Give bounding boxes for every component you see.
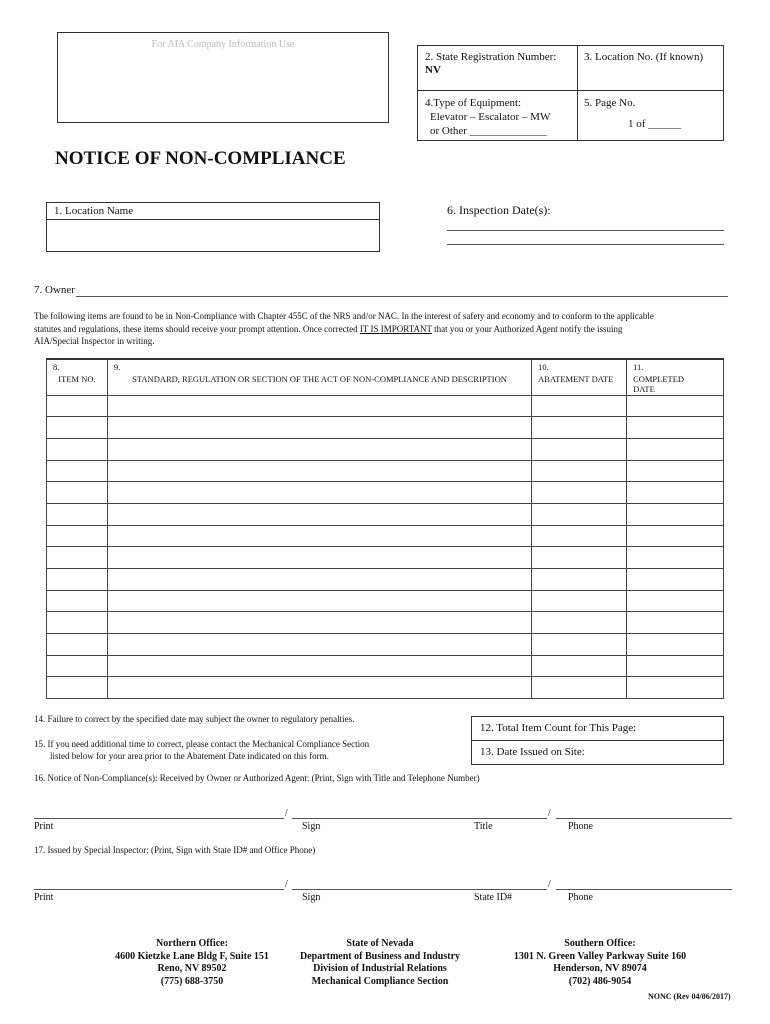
equipment-label: 4.Type of Equipment: (425, 97, 522, 109)
item-no-cell[interactable] (47, 612, 108, 634)
sig16-sign-label: Sign (302, 821, 321, 832)
location-name-box (46, 202, 380, 252)
completed-date-cell[interactable] (627, 525, 724, 547)
table-header-row (47, 359, 724, 395)
important-emphasis: IT IS IMPORTANT (359, 323, 432, 334)
sig16-print-field[interactable] (34, 818, 284, 819)
state-reg-label: 2. State Registration Number: (425, 51, 557, 63)
item-no-cell[interactable] (47, 634, 108, 656)
non-compliance-table (46, 358, 724, 699)
completed-date-cell[interactable] (627, 417, 724, 439)
state-of-nevada-block: State of Nevada Department of Business and Industry Division of Industrial Relations Mechanical Compliance Section (299, 938, 461, 987)
item-no-cell[interactable] (47, 417, 108, 439)
location-no-label[interactable]: 3. Location No. (If known) (584, 51, 704, 63)
completed-date-cell[interactable] (627, 547, 724, 569)
completed-date-cell[interactable] (627, 395, 724, 417)
item-no-cell[interactable] (47, 655, 108, 677)
abatement-date-cell[interactable] (532, 590, 627, 612)
item-no-cell[interactable] (47, 460, 108, 482)
table-row (47, 503, 724, 525)
equipment-line2[interactable]: or Other ______________ (430, 125, 547, 137)
abatement-date-cell[interactable] (532, 395, 627, 417)
company-info-box[interactable] (57, 32, 389, 123)
abatement-date-cell[interactable] (532, 503, 627, 525)
item-no-cell[interactable] (47, 503, 108, 525)
count-box (471, 716, 724, 765)
sig17-sign-stateid-field[interactable] (292, 889, 547, 890)
table-row (47, 612, 724, 634)
completed-date-cell[interactable] (627, 503, 724, 525)
item-no-cell[interactable] (47, 569, 108, 591)
description-cell[interactable] (107, 569, 531, 591)
northern-office-block: Northern Office: 4600 Kietzke Lane Bldg F, Suite 151 Reno, NV 89502 (775) 688-3750 (115, 938, 269, 987)
completed-date-cell[interactable] (627, 634, 724, 656)
intro-line-3: AIA/Special Inspector in writing. (34, 336, 155, 346)
sig17-sign-label: Sign (302, 892, 321, 903)
description-cell[interactable] (107, 438, 531, 460)
note-16: 16. Notice of Non-Compliance(s): Received by Owner or Authorized Agent: (Print, Sign with Title and Telephone Number) (34, 773, 480, 783)
completed-date-cell[interactable] (627, 677, 724, 699)
location-name-field[interactable] (47, 220, 379, 251)
table-row (47, 590, 724, 612)
description-cell[interactable] (107, 482, 531, 504)
table-row (47, 460, 724, 482)
completed-date-cell[interactable] (627, 438, 724, 460)
description-cell[interactable] (107, 634, 531, 656)
item-no-cell[interactable] (47, 547, 108, 569)
southern-office-block: Southern Office: 1301 N. Green Valley Parkway Suite 160 Henderson, NV 89074 (702) 486-9054 (513, 938, 687, 987)
total-item-count-label[interactable]: 12. Total Item Count for This Page: (480, 722, 637, 734)
item-no-cell[interactable] (47, 525, 108, 547)
abatement-date-cell[interactable] (532, 634, 627, 656)
note-17: 17. Issued by Special Inspector: (Print, Sign with State ID# and Office Phone) (34, 845, 316, 855)
completed-date-cell[interactable] (627, 460, 724, 482)
description-cell[interactable] (107, 655, 531, 677)
col-item-no-header: 8. ITEM NO. (47, 359, 108, 395)
owner-field[interactable] (76, 296, 728, 297)
item-no-cell[interactable] (47, 395, 108, 417)
abatement-date-cell[interactable] (532, 417, 627, 439)
description-cell[interactable] (107, 547, 531, 569)
note-15: 15. If you need additional time to correct, please contact the Mechanical Compliance Section listed below for your area prior to the Abatement Date indicated on this form. (34, 739, 370, 761)
info-grid (417, 45, 724, 141)
abatement-date-cell[interactable] (532, 482, 627, 504)
page-title: NOTICE OF NON-COMPLIANCE (55, 148, 346, 169)
table-row (47, 417, 724, 439)
page-no-label: 5. Page No. (584, 97, 636, 109)
sig16-sign-title-field[interactable] (292, 818, 547, 819)
intro-paragraph (34, 310, 734, 348)
abatement-date-cell[interactable] (532, 460, 627, 482)
completed-date-cell[interactable] (627, 655, 724, 677)
date-issued-label[interactable]: 13. Date Issued on Site: (480, 746, 585, 758)
owner-label: 7. Owner (34, 284, 75, 296)
table-row (47, 634, 724, 656)
table-row (47, 655, 724, 677)
sig16-phone-field[interactable] (556, 818, 732, 819)
sig17-print-label: Print (34, 892, 54, 903)
description-cell[interactable] (107, 677, 531, 699)
description-cell[interactable] (107, 417, 531, 439)
intro-line-2: statutes and regulations, these items should receive your prompt attention. Once corrected IT IS IMPORTANT that you or your Authorized Agent notify the issuing (34, 323, 623, 334)
completed-date-cell[interactable] (627, 590, 724, 612)
sig17-phone-field[interactable] (556, 889, 732, 890)
company-info-caption: For AIA Company Information Use (151, 39, 295, 50)
abatement-date-cell[interactable] (532, 677, 627, 699)
completed-date-cell[interactable] (627, 482, 724, 504)
abatement-date-cell[interactable] (532, 525, 627, 547)
item-no-cell[interactable] (47, 677, 108, 699)
abatement-date-cell[interactable] (532, 438, 627, 460)
abatement-date-cell[interactable] (532, 569, 627, 591)
table-row (47, 677, 724, 699)
completed-date-cell[interactable] (627, 612, 724, 634)
description-cell[interactable] (107, 460, 531, 482)
description-cell[interactable] (107, 612, 531, 634)
page-no-value[interactable]: 1 of ______ (628, 118, 682, 130)
table-row (47, 525, 724, 547)
description-cell[interactable] (107, 525, 531, 547)
completed-date-cell[interactable] (627, 569, 724, 591)
table-row (47, 569, 724, 591)
sig16-title-label: Title (474, 821, 493, 832)
sig17-stateid-label: State ID# (474, 892, 513, 903)
state-reg-value[interactable]: NV (425, 64, 441, 76)
location-name-label: 1. Location Name (54, 205, 134, 217)
description-cell[interactable] (107, 503, 531, 525)
sig16-phone-label: Phone (568, 821, 593, 832)
intro-line-1: The following items are found to be in Non-Compliance with Chapter 455C of the NRS and/or NAC. In the interest of safety and economy and to conform to the applicable (34, 311, 654, 321)
item-no-cell[interactable] (47, 438, 108, 460)
equipment-line1: Elevator – Escalator – MW (430, 111, 551, 123)
table-row (47, 438, 724, 460)
col-description-header: 9. STANDARD, REGULATION OR SECTION OF THE ACT OF NON-COMPLIANCE AND DESCRIPTION (107, 359, 531, 395)
inspection-dates-label: 6. Inspection Date(s): (447, 203, 551, 217)
sig17-print-field[interactable] (34, 889, 284, 890)
description-cell[interactable] (107, 590, 531, 612)
inspection-date-line-1[interactable] (447, 230, 724, 231)
sig17-phone-label: Phone (568, 892, 593, 903)
table-row (47, 547, 724, 569)
inspection-date-line-2[interactable] (447, 244, 724, 245)
abatement-date-cell[interactable] (532, 547, 627, 569)
note-14: 14. Failure to correct by the specified date may subject the owner to regulatory penalties. (34, 714, 355, 724)
item-no-cell[interactable] (47, 590, 108, 612)
description-cell[interactable] (107, 395, 531, 417)
abatement-date-cell[interactable] (532, 655, 627, 677)
col-abatement-header: 10. ABATEMENT DATE (532, 359, 627, 395)
revision-code: NONC (Rev 04/06/2017) (648, 992, 731, 1001)
item-no-cell[interactable] (47, 482, 108, 504)
abatement-date-cell[interactable] (532, 612, 627, 634)
sig16-print-label: Print (34, 821, 54, 832)
col-completed-header: 11. COMPLETED DATE (627, 359, 724, 395)
table-row (47, 395, 724, 417)
table-row (47, 482, 724, 504)
